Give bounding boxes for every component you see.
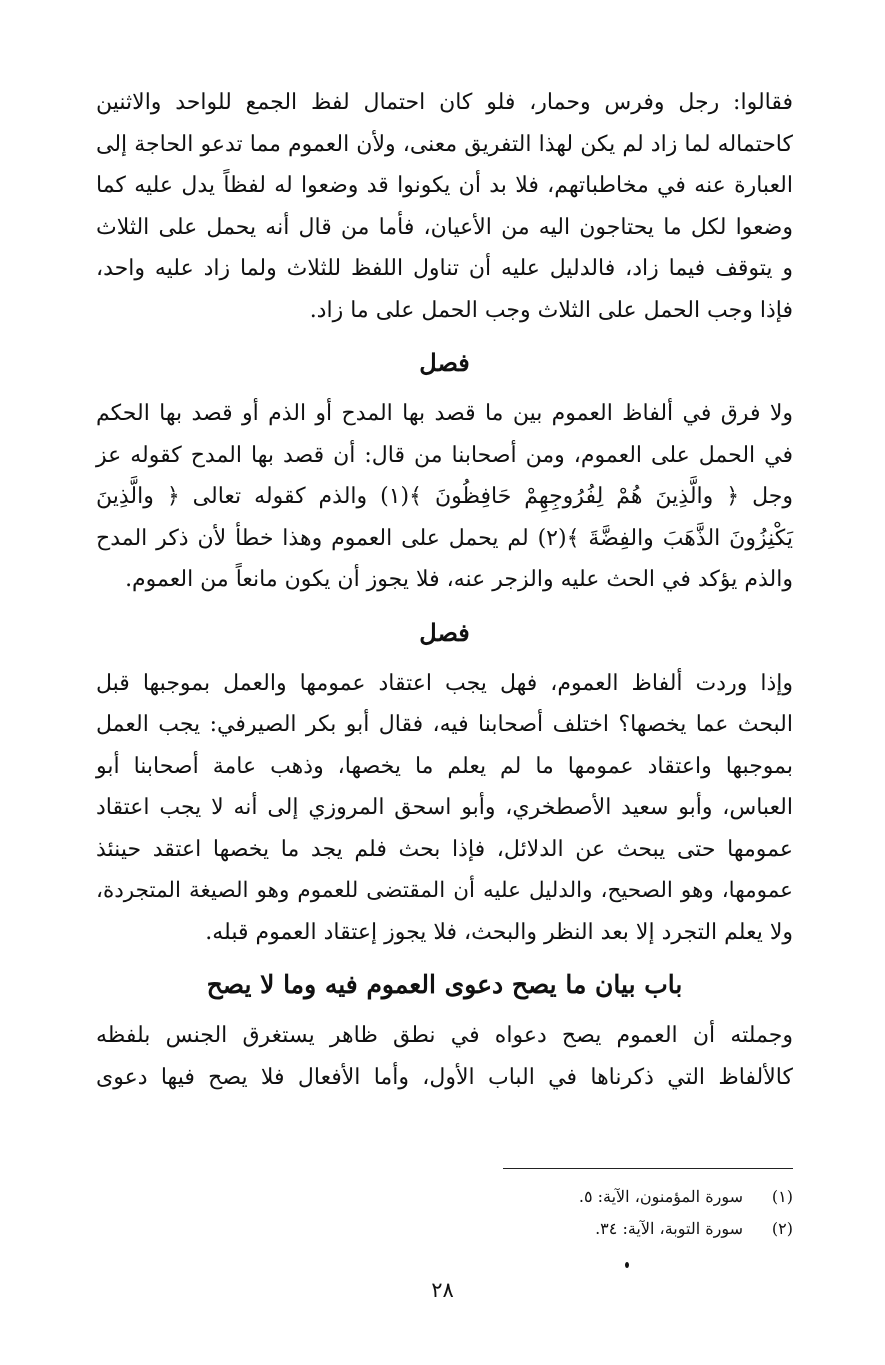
- text-line: ولا فرق في ألفاظ العموم بين ما قصد بها المدح أو الذم أو قصد بها الحكم: [96, 401, 793, 426]
- text-line: و يتوقف فيما زاد، فالدليل عليه أن تناول اللفظ للثلاث ولما زاد عليه واحد،: [96, 256, 793, 281]
- paragraph-1: [96, 82, 793, 331]
- text-line: عمومها حتى يبحث عن الدلائل، فإذا بحث فلم يجد ما يخصها اعتقد حينئذ: [96, 836, 793, 862]
- footnote-text: سورة التوبة، الآية: ٣٤.: [595, 1219, 743, 1238]
- section-heading: فصل: [419, 348, 470, 377]
- paragraph-4: [96, 1015, 793, 1098]
- section-heading: فصل: [419, 617, 470, 647]
- text-line: وجل ﴿ والَّذِينَ هُمْ لِفُرُوجِهِمْ حَافِظُونَ ﴾(١) والذم كقوله تعالى ﴿ والَّذِينَ: [96, 484, 793, 509]
- text-line: كالألفاظ التي ذكرناها في الباب الأول، وأما الأفعال فلا يصح فيها دعوى: [96, 1064, 793, 1090]
- footnote-1: [503, 1181, 793, 1213]
- footnote-text: سورة المؤمنون، الآية: ٥.: [578, 1187, 743, 1206]
- paragraph-3: [96, 663, 793, 954]
- text-line: البحث عما يخصها؟ اختلف أصحابنا فيه، فقال أبو بكر الصيرفي: يجب العمل: [96, 712, 793, 737]
- footnotes: [503, 1168, 793, 1245]
- footnote-number: (١): [771, 1187, 793, 1206]
- text-line: فإذا وجب الحمل على الثلاث وجب الحمل على ما زاد.: [309, 297, 793, 323]
- text-line: كاحتماله لما زاد لم يكن لهذا التفريق معنى، ولأن العموم مما تدعو الحاجة إلى: [96, 131, 793, 157]
- text-line: فقالوا: رجل وفرس وحمار، فلو كان احتمال لفظ الجمع للواحد والاثنين: [96, 90, 793, 115]
- footnote-2: [503, 1213, 793, 1245]
- text-line: العبارة عنه في مخاطباتهم، فلا بد أن يكونوا قد وضعوا له لفظاً يدل عليه كما: [96, 173, 793, 198]
- footnote-number: (٢): [771, 1219, 793, 1238]
- text-line: بموجبها واعتقاد عمومها ما لم يعلم ما يخصها، وذهب عامة أصحابنا أبو: [96, 753, 793, 779]
- text-line: والذم يؤكد في الحث عليه والزجر عنه، فلا يجوز أن يكون مانعاً من العموم.: [125, 567, 793, 592]
- text-line: وإذا وردت ألفاظ العموم، فهل يجب اعتقاد عمومها والعمل بموجبها قبل: [96, 670, 793, 696]
- text-line: في الحمل على العموم، ومن أصحابنا من قال: أن قصد بها المدح كقوله عز: [96, 442, 793, 468]
- text-line: يَكْنِزُونَ الذَّهَبَ والفِضَّةَ ﴾(٢) لم يحمل على العموم وهذا خطأ لأن ذكر المدح: [96, 525, 793, 551]
- text-line: ولا يعلم التجرد إلا بعد النظر والبحث، فلا يجوز إعتقاد العموم قبله.: [205, 919, 793, 945]
- page-number: ٢٨: [431, 1278, 454, 1302]
- ink-dot: [625, 1262, 629, 1268]
- text-line: عمومها، وهو الصحيح، والدليل عليه أن المقتضى للعموم وهو الصيغة المتجردة،: [96, 878, 793, 903]
- text-line: العباس، وأبو سعيد الأصطخري، وأبو اسحق المروزي إلى أنه لا يجب اعتقاد: [96, 795, 793, 820]
- chapter-heading: باب بيان ما يصح دعوى العموم فيه وما لا يصح: [206, 970, 683, 999]
- paragraph-2: [96, 393, 793, 601]
- text-line: وضعوا لكل ما يحتاجون اليه من الأعيان، فأما من قال أنه يحمل على الثلاث: [96, 214, 793, 240]
- text-line: وجملته أن العموم يصح دعواه في نطق ظاهر يستغرق الجنس بلفظه: [96, 1023, 793, 1048]
